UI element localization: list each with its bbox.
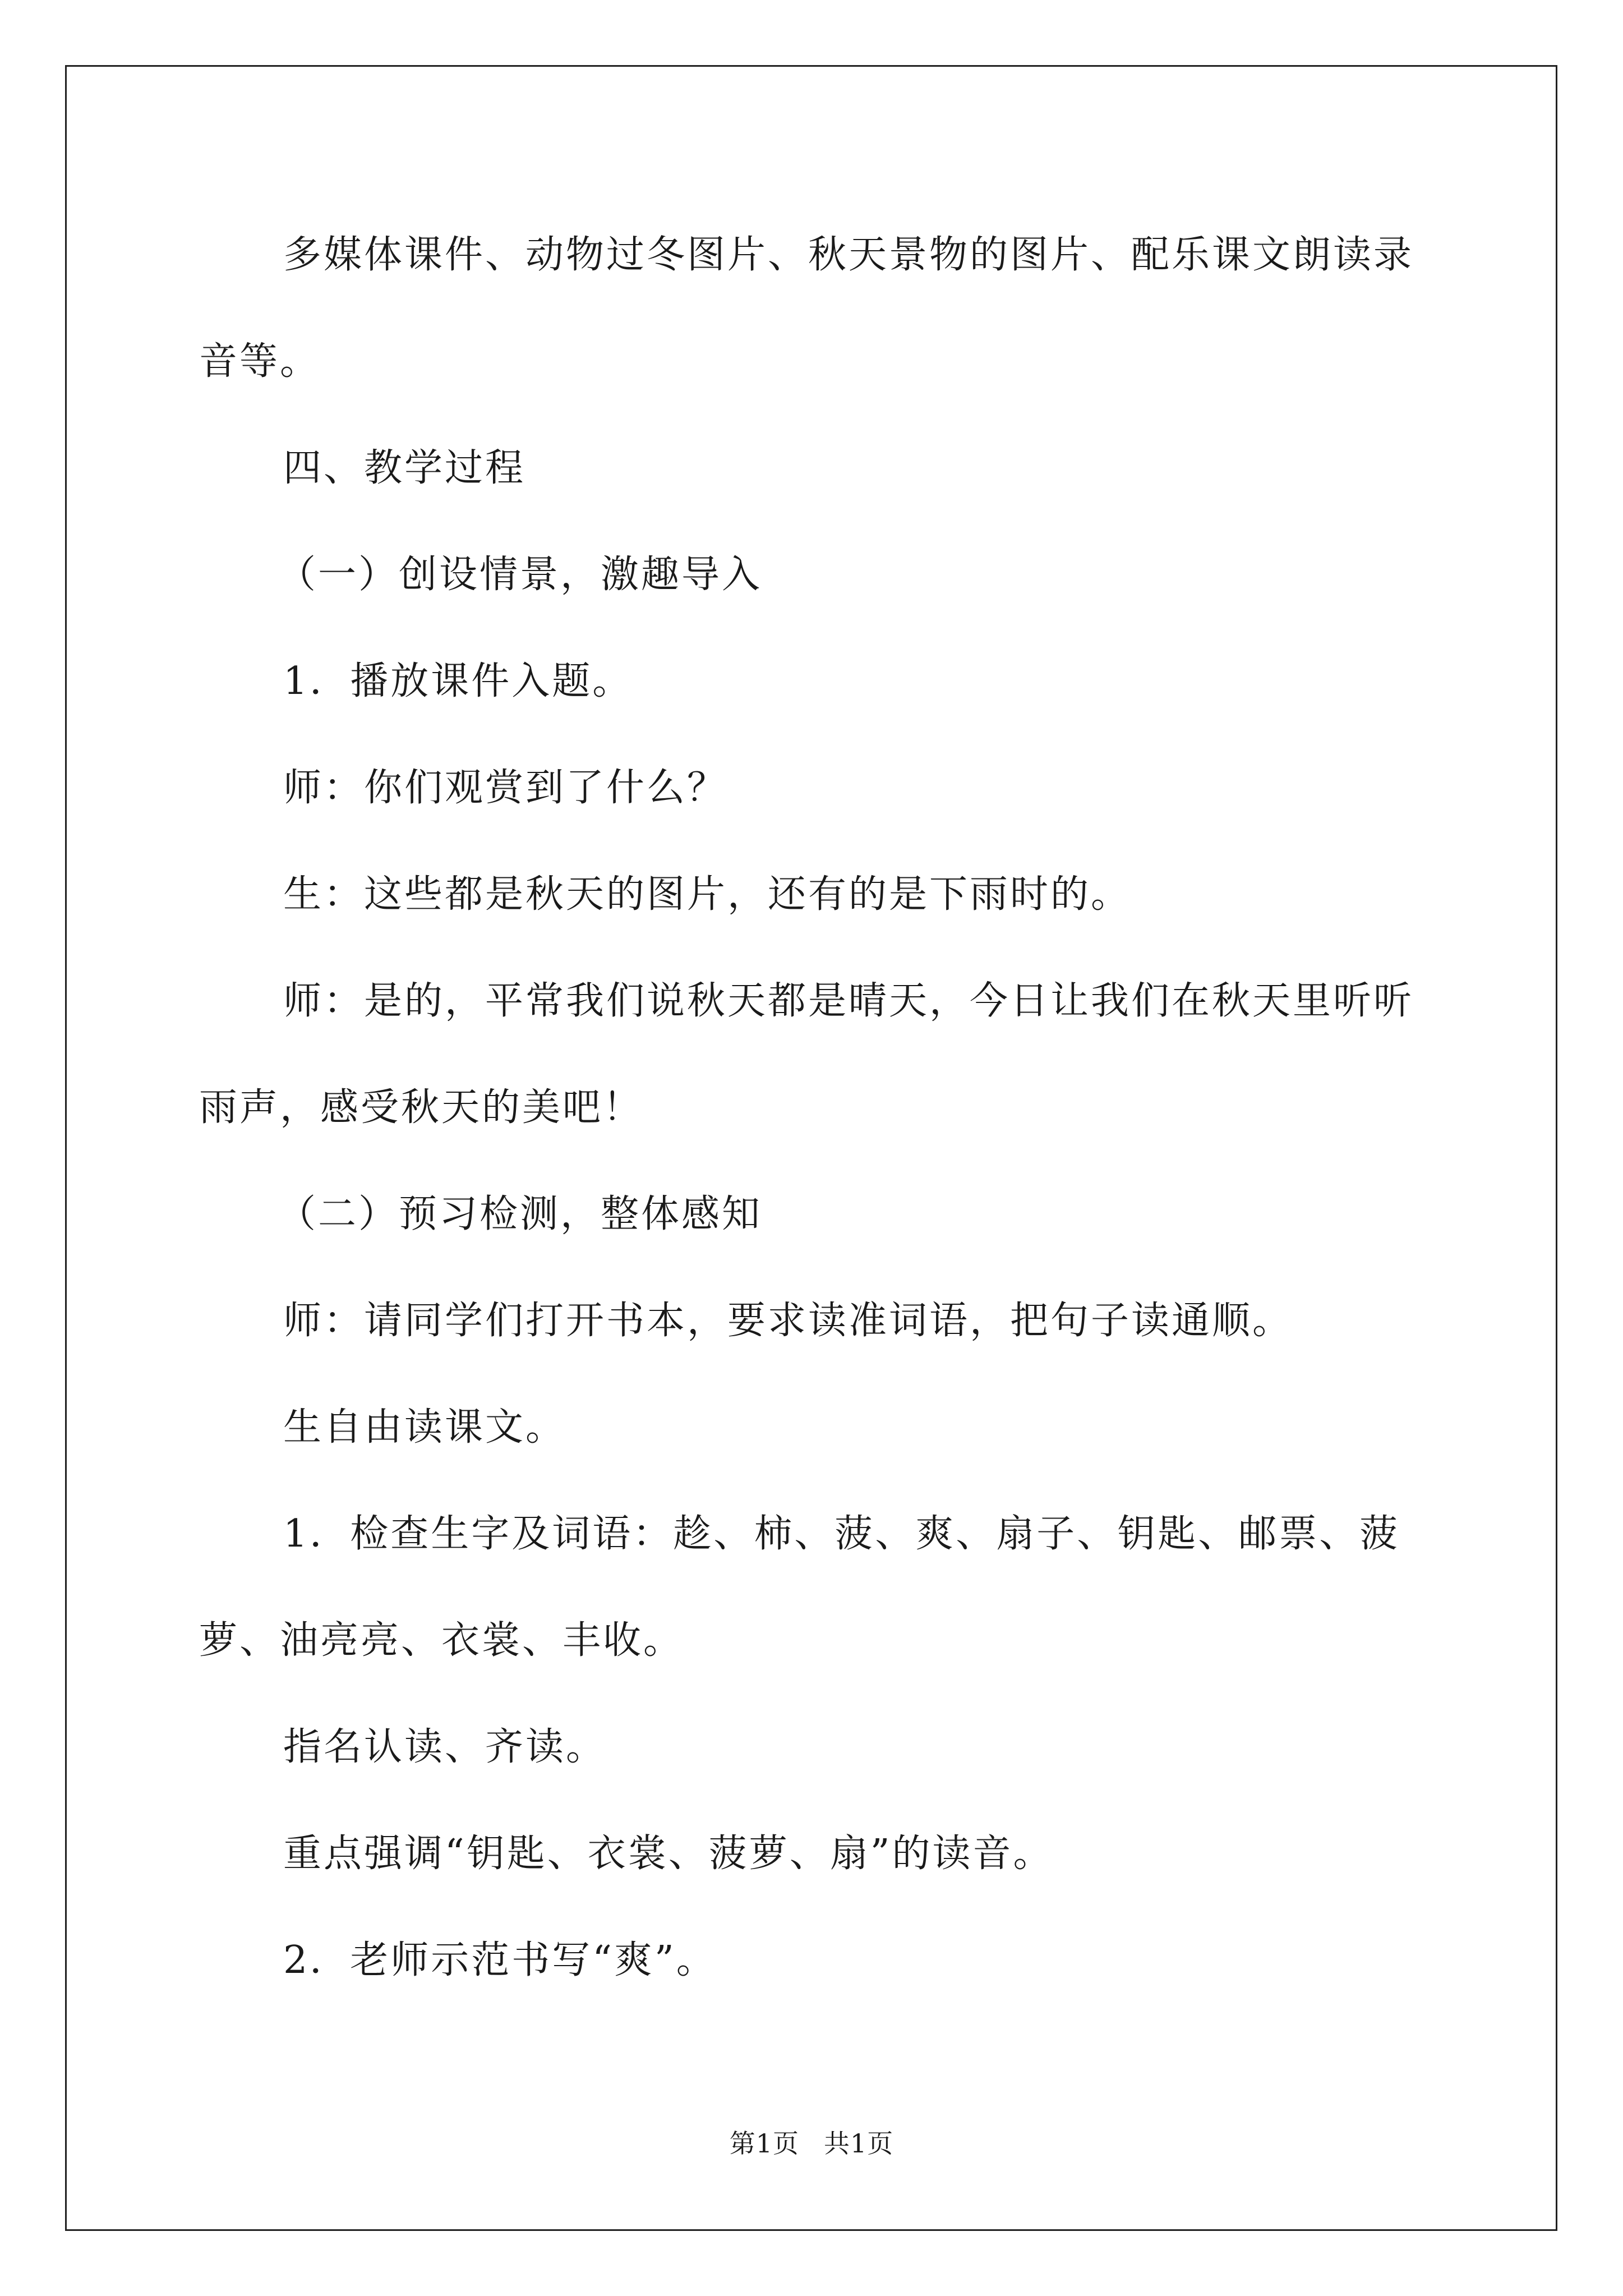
heading-teaching-process: 四、教学过程: [283, 446, 526, 490]
paragraph-teacher-response: 师：是的，平常我们说秋天都是晴天，今日让我们在秋天里听听雨声，感受秋天的美吧！: [199, 979, 1414, 1130]
paragraph-read-aloud: 指名认读、齐读。: [283, 1725, 607, 1769]
paragraph-teacher-instruction: 师：请同学们打开书本，要求读准词语，把句子读通顺。: [283, 1299, 1293, 1343]
page-number-total: 共1页: [824, 2128, 894, 2159]
heading-section-1: （一）创设情景，激趣导入: [278, 553, 763, 597]
page-number-current: 第1页: [729, 2128, 799, 2159]
paragraph-materials: 多媒体课件、动物过冬图片、秋天景物的图片、配乐课文朗读录音等。: [199, 233, 1414, 384]
paragraph-vocabulary-check: 1．检查生字及词语：趁、柿、菠、爽、扇子、钥匙、邮票、菠萝、油亮亮、衣裳、丰收。: [199, 1512, 1400, 1663]
paragraph-pronunciation-focus: 重点强调“钥匙、衣裳、菠萝、扇”的读音。: [283, 1832, 1054, 1876]
paragraph-free-reading: 生自由读课文。: [283, 1405, 566, 1450]
paragraph-student-answer: 生：这些都是秋天的图片，还有的是下雨时的。: [283, 872, 1132, 917]
paragraph-step-1: 1．播放课件入题。: [283, 659, 633, 703]
document-body: [199, 202, 1433, 2014]
paragraph-teacher-question: 师：你们观赏到了什么？: [283, 766, 728, 810]
page-footer: [0, 2123, 1623, 2160]
heading-section-2: （二）预习检测，整体感知: [278, 1192, 763, 1236]
paragraph-writing-demo: 2．老师示范书写“爽”。: [283, 1938, 717, 1982]
